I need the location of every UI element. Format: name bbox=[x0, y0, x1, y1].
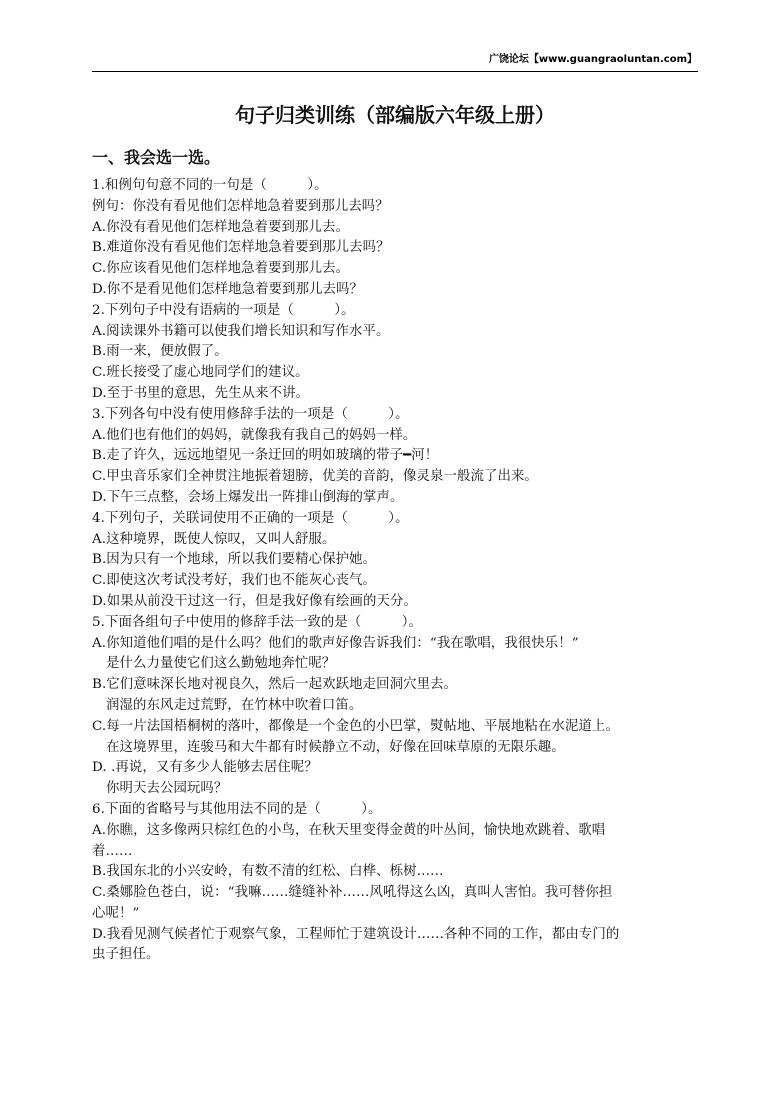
q3-stem: 3.下列各句中没有使用修辞手法的一项是（ ）。 bbox=[92, 406, 409, 422]
q6-option-a-line2: 着…… bbox=[92, 843, 133, 859]
q1-option-d: D.你不是看见他们怎样地急着要到那儿去吗？ bbox=[92, 281, 364, 297]
q4-option-b: B.因为只有一个地球，所以我们要精心保护她。 bbox=[92, 552, 377, 568]
q6-option-c-line2: 心呢！” bbox=[92, 905, 140, 921]
q2-option-d: D.至于书里的意思，先生从来不讲。 bbox=[92, 385, 310, 401]
q6-stem: 6.下面的省略号与其他用法不同的是（ ）。 bbox=[92, 801, 382, 817]
header-divider bbox=[92, 71, 698, 72]
q2-option-c: C.班长接受了虚心地同学们的建议。 bbox=[92, 365, 309, 381]
q2-stem: 2.下列句子中没有语病的一项是（ ）。 bbox=[92, 302, 355, 318]
q5-option-a-line1: A.你知道他们唱的是什么吗？他们的歌声好像告诉我们：“我在歌唱，我很快乐！” bbox=[92, 635, 579, 651]
q2-option-b: B.雨一来，便放假了。 bbox=[92, 344, 228, 360]
q6-option-b: B.我国东北的小兴安岭，有数不清的红松、白桦、栎树…… bbox=[92, 864, 444, 880]
q6-option-c-line1: C.桑娜脸色苍白，说：“我嘛……缝缝补补……风吼得这么凶，真叫人害怕。我可替你担 bbox=[92, 885, 613, 901]
q5-option-c-line1: C.每一片法国梧桐树的落叶，都像是一个金色的小巴掌，熨帖地、平展地粘在水泥道上。 bbox=[92, 718, 619, 734]
q6-option-d-line2: 虫子担任。 bbox=[92, 947, 160, 963]
page-title: 句子归类训练（部编版六年级上册） bbox=[235, 103, 555, 127]
q4-stem: 4.下列句子，关联词使用不正确的一项是（ ）。 bbox=[92, 510, 409, 526]
q5-option-b-line1: B.它们意味深长地对视良久，然后一起欢跃地走回洞穴里去。 bbox=[92, 677, 458, 693]
q4-option-c: C.即使这次考试没考好，我们也不能灰心丧气。 bbox=[92, 573, 377, 589]
q1-example: 例句：你没有看见他们怎样地急着要到那儿去吗？ bbox=[92, 198, 389, 214]
q5-option-c-line2: 在这境界里，连骏马和大牛都有时候静立不动，好像在回味草原的无限乐趣。 bbox=[106, 739, 565, 755]
q5-stem: 5.下面各组句子中使用的修辞手法一致的是（ ）。 bbox=[92, 614, 423, 630]
q1-option-b: B.难道你没有看见他们怎样地急着要到那儿去吗？ bbox=[92, 240, 390, 256]
q6-option-d-line1: D.我看见测气候者忙于观察气象，工程师忙于建筑设计……各种不同的工作，都由专门的 bbox=[92, 926, 620, 942]
q4-option-d: D.如果从前没干过这一行，但是我好像有绘画的天分。 bbox=[92, 593, 417, 609]
q5-option-d-line2: 你明天去公园玩吗？ bbox=[106, 781, 228, 797]
site-header: 广饶论坛【www.guangraoluntan.com】 bbox=[488, 54, 697, 65]
q3-option-d: D.下午三点整，会场上爆发出一阵排山倒海的掌声。 bbox=[92, 489, 404, 505]
q2-option-a: A.阅读课外书籍可以使我们增长知识和写作水平。 bbox=[92, 323, 390, 339]
q4-option-a: A.这种境界，既使人惊叹，又叫人舒服。 bbox=[92, 531, 336, 547]
q3-option-c: C.甲虫音乐家们全神贯注地振着翅膀，优美的音韵，像灵泉一般流了出来。 bbox=[92, 469, 538, 485]
q5-option-a-line2: 是什么力量使它们这么勤勉地奔忙呢？ bbox=[106, 656, 336, 672]
q1-stem: 1.和例句句意不同的一句是（ ）。 bbox=[92, 178, 328, 193]
question-body bbox=[92, 176, 698, 966]
q5-option-b-line2: 润湿的东风走过荒野，在竹林中吹着口笛。 bbox=[106, 697, 363, 713]
q1-option-c: C.你应该看见他们怎样地急着要到那儿去。 bbox=[92, 261, 350, 277]
q5-option-d-line1: D. .再说，又有多少人能够去居住呢？ bbox=[92, 760, 318, 776]
section-heading: 一、我会选一选。 bbox=[92, 148, 221, 167]
q6-option-a-line1: A.你瞧，这多像两只棕红色的小鸟，在秋天里变得金黄的叶丛间，愉快地欢跳着、歌唱 bbox=[92, 822, 606, 838]
q3-option-a: A.他们也有他们的妈妈，就像我有我自己的妈妈一样。 bbox=[92, 427, 417, 443]
q1-option-a: A.你没有看见他们怎样地急着要到那儿去。 bbox=[92, 219, 349, 235]
q3-option-b: B.走了许久，远远地望见一条迂回的明如玻璃的带子━河！ bbox=[92, 448, 439, 464]
